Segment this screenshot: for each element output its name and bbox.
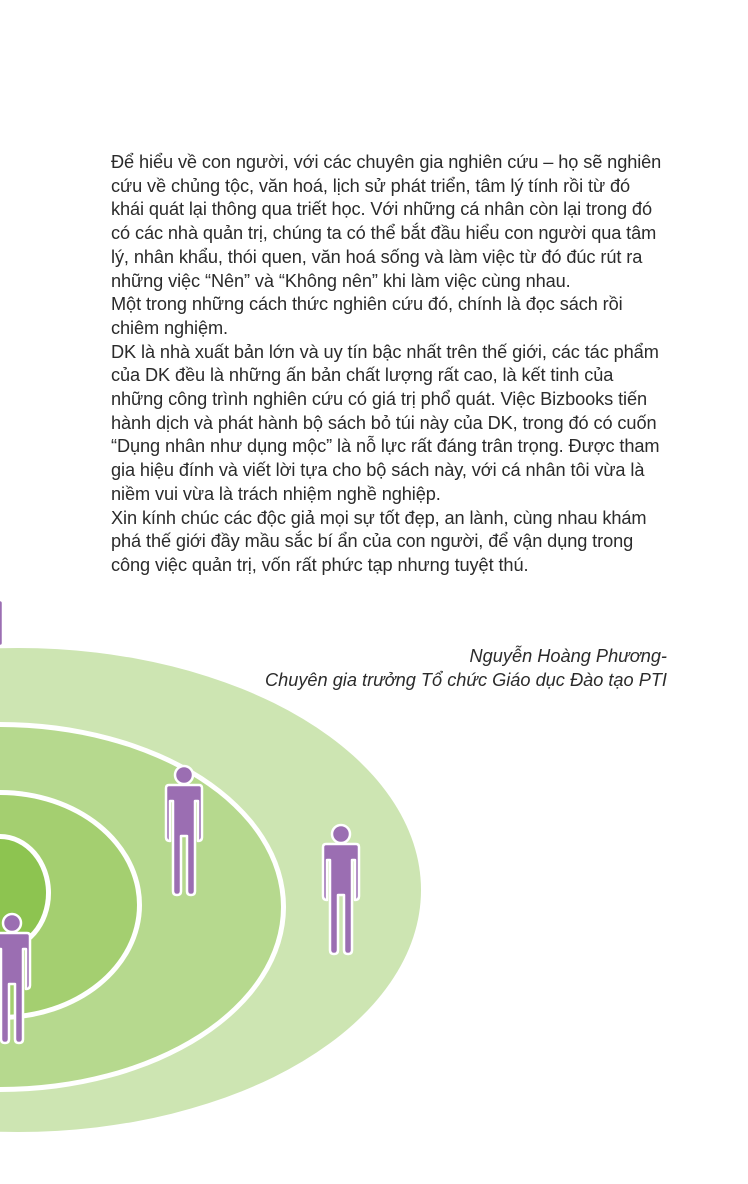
paragraph: Xin kính chúc các độc giả mọi sự tốt đẹp, an lành, cùng nhau khám phá thế giới đầy mầu sắc bí ẩn của con người, để vận dụng trong công việc quản trị, vốn rất phức tạp nhưng tuyệt thú. (111, 507, 647, 575)
paragraph: Một trong những cách thức nghiên cứu đó, chính là đọc sách rồi chiêm nghiệm. (111, 294, 623, 338)
author-name: Nguyễn Hoàng Phương- (469, 646, 667, 666)
author-title: Chuyên gia trưởng Tổ chức Giáo dục Đào tạo PTI (264, 670, 667, 690)
person-icon (0, 600, 3, 646)
signature (111, 644, 667, 692)
paragraph: Để hiểu về con người, với các chuyên gia nghiên cứu – họ sẽ nghiên cứu về chủng tộc, văn hoá, lịch sử phát triển, tâm lý tính rồi từ đó khái quát lại thông qua triết học. Với những cá nhân còn lại trong đó có các nhà quản trị, chúng ta có thể bắt đầu hiểu con người qua tâm lý, nhân khẩu, thói quen, văn hoá sống và làm việc từ đó đúc rút ra những việc “Nên” và “Không nên” khi làm việc cùng nhau. (111, 152, 662, 291)
paragraph: DK là nhà xuất bản lớn và uy tín bậc nhất trên thế giới, các tác phẩm của DK đều là những ấn bản chất lượng rất cao, là kết tinh của những công trình nghiên cứu có giá trị phổ quát. Việc Bizbooks tiến hành dịch và phát hành bộ sách bỏ túi này của DK, trong đó có cuốn “Dụng nhân như dụng mộc” là nỗ lực rất đáng trân trọng. Được tham gia hiệu đính và viết lời tựa cho bộ sách này, với cá nhân tôi vừa là niềm vui vừa là trách nhiệm nghề nghiệp. (111, 341, 660, 504)
foreword-text (111, 151, 667, 578)
